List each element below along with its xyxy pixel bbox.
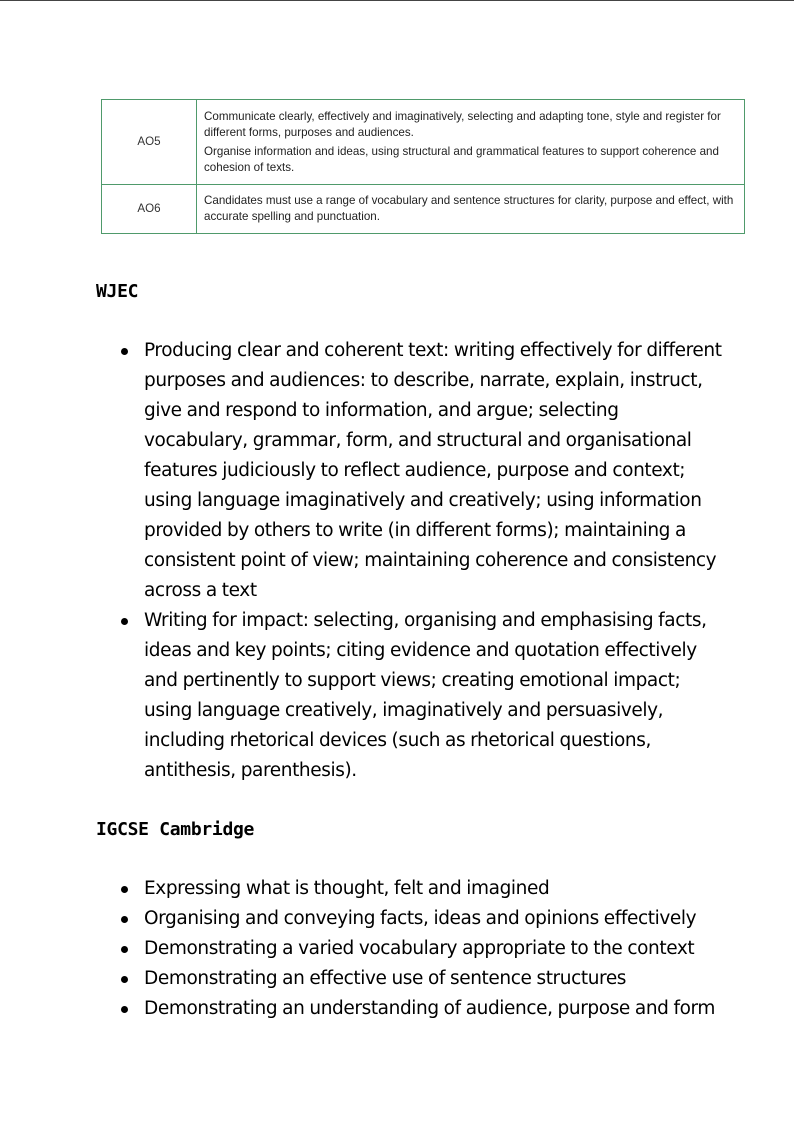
ao-description-paragraph: Candidates must use a range of vocabulary and sentence structures for clarity, purpose and effect, with accurate spelling and punctuation. <box>204 194 734 223</box>
ao-code: AO5 <box>102 100 197 185</box>
wjec-bullet-list <box>144 336 724 786</box>
table-row <box>102 185 745 234</box>
igcse-bullet-list <box>144 874 724 1024</box>
list-item: Demonstrating an effective use of sentence structures <box>144 964 724 994</box>
ao-description <box>197 185 745 234</box>
ao-description <box>197 100 745 185</box>
list-item: Demonstrating a varied vocabulary appropriate to the context <box>144 934 724 964</box>
table-row <box>102 100 745 185</box>
page-top-border <box>0 0 794 1</box>
list-item: Expressing what is thought, felt and imagined <box>144 874 724 904</box>
ao-description-paragraph: Organise information and ideas, using structural and grammatical features to support coherence and cohesion of texts. <box>204 144 719 174</box>
list-item: Demonstrating an understanding of audience, purpose and form <box>144 994 724 1024</box>
list-item: Producing clear and coherent text: writing effectively for different purposes and audiences: to describe, narrate, explain, instruct, give and respond to information, and argue; selecting vocabulary, grammar, form, and structural and organisational features judiciously to reflect audience, purpose and context; using language imaginatively and creatively; using information provided by others to write (in different forms); maintaining a consistent point of view; maintaining coherence and consistency across a text <box>144 336 724 606</box>
list-item: Organising and conveying facts, ideas and opinions effectively <box>144 904 724 934</box>
ao-description-paragraph: Communicate clearly, effectively and imaginatively, selecting and adapting tone, style and register for different forms, purposes and audiences. <box>204 109 721 139</box>
list-item: Writing for impact: selecting, organising and emphasising facts, ideas and key points; citing evidence and quotation effectively and pertinently to support views; creating emotional impact; using language creatively, imaginatively and persuasively, including rhetorical devices (such as rhetorical questions, antithesis, parenthesis). <box>144 606 724 786</box>
section-heading-igcse: IGCSE Cambridge <box>96 819 255 840</box>
assessment-objectives-table <box>101 99 745 234</box>
ao-code: AO6 <box>102 185 197 234</box>
section-heading-wjec: WJEC <box>96 281 139 302</box>
